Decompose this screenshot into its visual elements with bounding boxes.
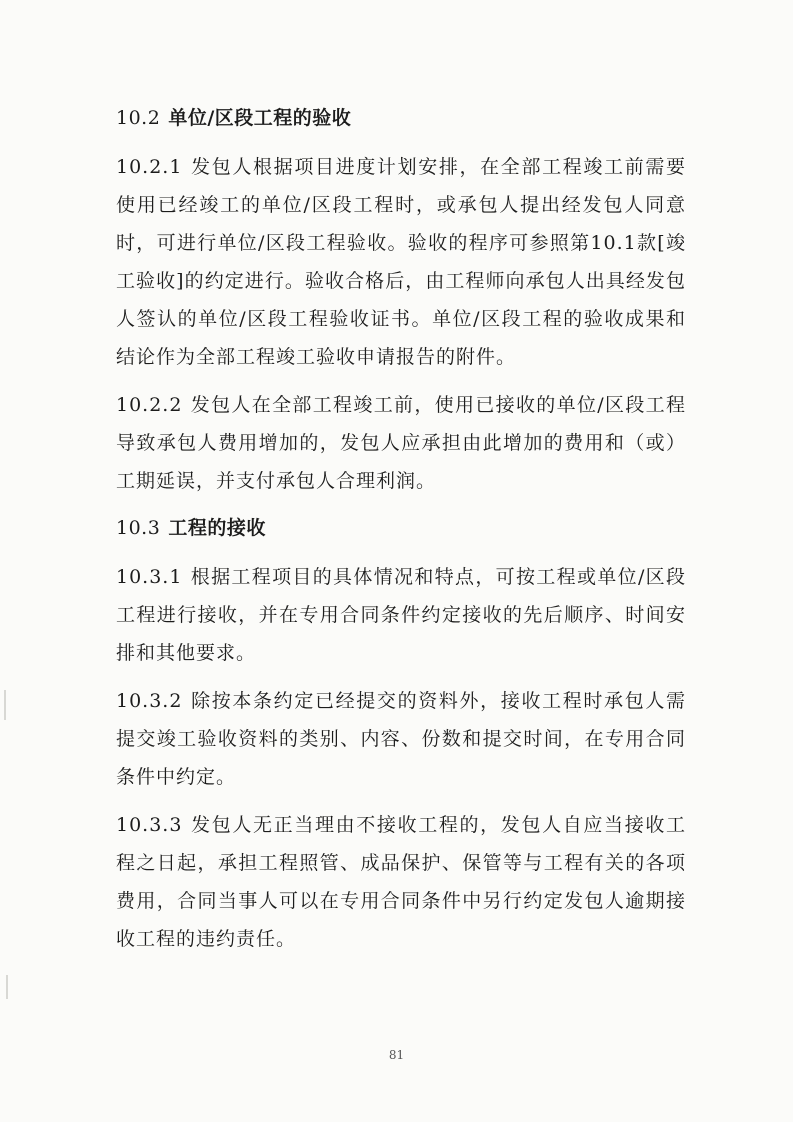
clause-text: 发包人根据项目进度计划安排，在全部工程竣工前需要使用已经竣工的单位/区段工程时，或承包人提出经发包人同意时，可进行单位/区段工程验收。验收的程序可参照第10.1款[竣工验收]的约定进行。验收合格后，由工程师向承包人出具经发包人签认的单位/区段工程验收证书。单位/区段工程的验收成果和结论作为全部工程竣工验收申请报告的附件。 [116, 156, 686, 368]
section-title: 单位/区段工程的验收 [168, 107, 352, 129]
clause-number: 10.2.1 [116, 156, 183, 178]
clause-number: 10.3.2 [116, 690, 183, 712]
clause-number: 10.3.1 [116, 566, 183, 588]
clause-10-3-1 [116, 558, 686, 672]
clause-text: 发包人无正当理由不接收工程的，发包人自应当接收工程之日起，承担工程照管、成品保护、保管等与工程有关的各项费用，合同当事人可以在专用合同条件中另行约定发包人逾期接收工程的违约责任。 [116, 814, 686, 950]
clause-text: 发包人在全部工程竣工前，使用已接收的单位/区段工程导致承包人费用增加的，发包人应承担由此增加的费用和（或）工期延误，并支付承包人合理利润。 [116, 394, 686, 492]
section-title: 工程的接收 [168, 517, 266, 539]
clause-10-2-2 [116, 386, 686, 500]
document-body [116, 100, 686, 958]
section-number: 10.3 [116, 517, 161, 539]
clause-text: 除按本条约定已经提交的资料外，接收工程时承包人需提交竣工验收资料的类别、内容、份数和提交时间，在专用合同条件中约定。 [116, 690, 686, 788]
section-heading-10-2 [116, 100, 686, 136]
clause-10-3-2 [116, 682, 686, 796]
clause-number: 10.2.2 [116, 394, 183, 416]
scan-artifact [6, 975, 8, 999]
clause-10-2-1 [116, 148, 686, 376]
clause-number: 10.3.3 [116, 814, 183, 836]
clause-text: 根据工程项目的具体情况和特点，可按工程或单位/区段工程进行接收，并在专用合同条件约定接收的先后顺序、时间安排和其他要求。 [116, 566, 686, 664]
section-number: 10.2 [116, 107, 161, 129]
clause-10-3-3 [116, 806, 686, 958]
scan-artifact [4, 690, 6, 720]
page-number: 81 [388, 1048, 405, 1062]
section-heading-10-3 [116, 510, 686, 546]
